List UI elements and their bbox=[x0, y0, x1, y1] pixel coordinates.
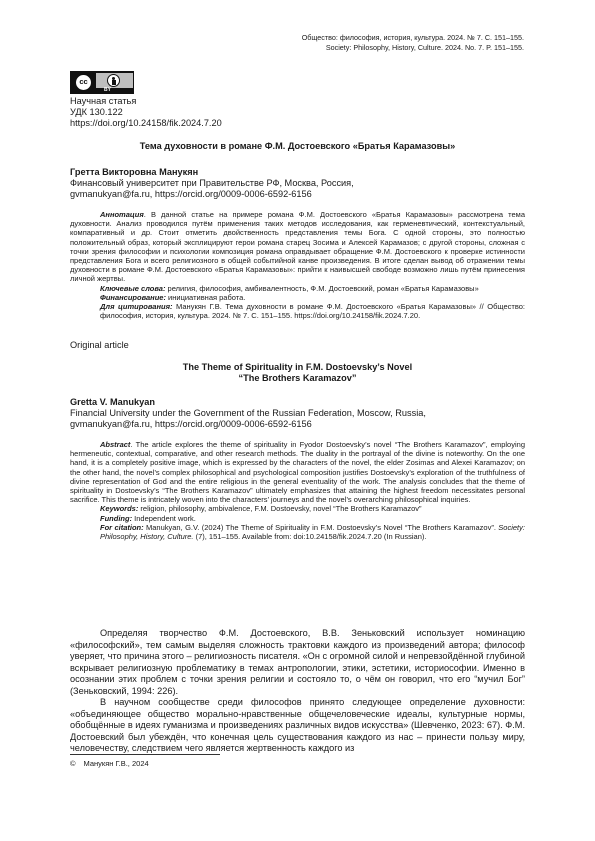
keywords-en-text: religion, philosophy, ambivalence, F.M. Dostoevsky, novel “The Brothers Karamazov” bbox=[138, 504, 422, 514]
author-block-ru bbox=[70, 167, 354, 200]
abstract-ru-label: Аннотация bbox=[100, 210, 144, 219]
article-type-en: Original article bbox=[70, 340, 129, 350]
contacts-en[interactable]: gvmanukyan@fa.ru, https://orcid.org/0009-0006-6592-6156 bbox=[70, 419, 312, 429]
abstract-en-text: . The article explores the theme of spirituality in Fyodor Dostoevsky’s novel “The Brothers Karamazov”, employing hermeneutic, contextual, comparative, and other research methods. The duality in the portrayal of the divine is noteworthy. On the one hand, it is a completely positive image, which is expressed by the characters of the novel, the elder Zosimas and Alexei Karamazov; on the other hand, the novel’s complex philosophical and psychological composition justifies Dostoevsky’s exploration of the truthfulness of divine representation of God and the entire religious in the general eventuality of the work. The analysis concludes that the theme of spirituality in Dostoevsky’s “The Brothers Karamazov” ultimately emphasizes that attaining the highest freedom necessitates personal sacrifice. This theme is intricately woven into the characters’ journeys and the novel’s overarching philosophical inquiries. bbox=[70, 440, 525, 505]
keywords-en-label: Keywords: bbox=[100, 504, 139, 514]
header-line-en: Society: Philosophy, History, Culture. 2024. No. 7. P. 151–155. bbox=[325, 42, 524, 52]
body-text bbox=[70, 628, 525, 755]
cc-logo-icon: cc bbox=[75, 74, 92, 91]
title-en-line2: “The Brothers Karamazov” bbox=[238, 373, 357, 383]
by-area bbox=[96, 73, 133, 88]
citation-ru bbox=[70, 302, 525, 320]
funding-ru-text: инициативная работа. bbox=[165, 292, 246, 302]
citation-ru-text: Манукян Г.В. Тема духовности в романе Ф.М. Достоевского «Братья Карамазовы» // Общество: философия, история, культура. 2024. № 7. С. 151–155. https://doi.org/10.24158/fik.2024.7.20. bbox=[100, 302, 525, 321]
article-meta bbox=[70, 96, 222, 129]
header-line-ru: Общество: философия, история, культура. 2024. № 7. С. 151–155. bbox=[301, 33, 524, 42]
title-en bbox=[0, 362, 595, 384]
keywords-en bbox=[70, 504, 525, 513]
footnote-divider bbox=[70, 754, 220, 755]
title-en-line1: The Theme of Spirituality in F.M. Dostoevsky’s Novel bbox=[182, 362, 413, 372]
citation-ru-label: Для цитирования: bbox=[100, 302, 173, 312]
keywords-ru-text: религия, философия, амбивалентность, Ф.М. Достоевский, роман «Братья Карамазовы» bbox=[165, 283, 479, 293]
citation-en-label: For citation: bbox=[100, 522, 144, 532]
citation-en bbox=[70, 523, 525, 541]
footnote-text: Манукян Г.В., 2024 bbox=[83, 759, 149, 768]
citation-en-journal: Society: Philosophy, History, Culture. bbox=[100, 522, 525, 542]
abstract-en-paragraph bbox=[70, 440, 525, 504]
keywords-ru bbox=[70, 284, 525, 293]
person-icon bbox=[107, 74, 120, 87]
funding-en-label: Funding: bbox=[100, 513, 133, 523]
abstract-ru-paragraph bbox=[70, 210, 525, 284]
body-paragraph-2: В научном сообществе среди философов принято следующее определение духовности: «объединяющее общество морально-нравственные общечеловеческие идеалы, культурные нормы, обобщённые в идеях гуманизма и произведениях различных видов искусства» (Шевченко, 2023: 67). Ф.М. Достоевский был убеждён, что конечная цель существования каждого из нас – принести пользу миру, человечеству, следствием чего является жертвенность каждого из bbox=[70, 697, 525, 753]
affiliation-en: Financial University under the Government of the Russian Federation, Moscow, Russia, bbox=[70, 408, 426, 418]
creative-commons-by-icon[interactable] bbox=[70, 71, 134, 94]
udk: УДК 130.122 bbox=[70, 107, 123, 117]
affiliation-ru: Финансовый университет при Правительстве РФ, Москва, Россия, bbox=[70, 178, 354, 188]
body-paragraph-1: Определяя творчество Ф.М. Достоевского, В.В. Зеньковский использует номинацию «философский», тем самым выделяя сложность трактовки каждого из произведений автора; философ уверяет, что причина этого – религиозность писателя. «Он с огромной силой и непревзойдённой глубиной вскрывает религиозную проблематику в темах антропологии, этики, эстетики, историософии. Именно в осознании этих проблем с точки зрения религии и состояло то, о чём он говорил, что его “мучил Бог” (Зеньковский, 1994: 226). bbox=[70, 628, 525, 696]
author-block-en bbox=[70, 397, 426, 430]
title-ru: Тема духовности в романе Ф.М. Достоевского «Братья Карамазовы» bbox=[139, 141, 456, 151]
abstract-ru bbox=[70, 210, 525, 320]
copyright-symbol: © bbox=[70, 759, 76, 768]
author-name-en: Gretta V. Manukyan bbox=[70, 397, 155, 407]
journal-header bbox=[302, 33, 524, 52]
funding-en bbox=[70, 514, 525, 523]
article-type-ru: Научная статья bbox=[70, 96, 137, 106]
citation-en-text: Manukyan, G.V. (2024) The Theme of Spirituality in F.M. Dostoevsky’s Novel “The Brothers Karamazov”. bbox=[143, 522, 499, 532]
keywords-ru-label: Ключевые слова: bbox=[100, 283, 166, 293]
author-name-ru: Гретта Викторовна Манукян bbox=[70, 167, 199, 177]
funding-ru-label: Финансирование: bbox=[100, 292, 166, 302]
abstract-ru-text: . В данной статье на примере романа Ф.М. Достоевского «Братья Карамазовы» рассмотрена тема духовности. Анализ проводился путём применения таких методов исследования, как герменевтический, контекстуальный, компаративный и др. Стоит отметить двойственность представления темы Бога. С одной стороны, это полностью положительный образ, который эксплицируют герои романа старец Зосима и Алексей Карамазов; с другой стороны, сложная с точки зрения философии и психологии композиция романа оправдывает обращение Ф.М. Достоевского к проверке истинности представления Бога и всего религиозного в общей событийной канве произведения. В итоге сделан вывод об отражении темы духовности в романе Ф.М. Достоевского «Братья Карамазовы»: прийти к наивысшей свободе возможно лишь путём принесения личной жертвы. bbox=[70, 210, 525, 284]
funding-en-text: Independent work. bbox=[132, 513, 196, 523]
citation-en-tail: (7), 151–155. Available from: doi:10.24158/fik.2024.7.20 (In Russian). bbox=[193, 532, 427, 542]
abstract-en-label: Abstract bbox=[100, 440, 131, 449]
by-label: BY bbox=[104, 87, 111, 93]
contacts-ru[interactable]: gvmanukyan@fa.ru, https://orcid.org/0009-0006-6592-6156 bbox=[70, 189, 312, 199]
doi-link[interactable]: https://doi.org/10.24158/fik.2024.7.20 bbox=[70, 118, 222, 128]
funding-ru bbox=[70, 293, 525, 302]
footnote bbox=[70, 759, 149, 768]
abstract-en bbox=[70, 440, 525, 541]
